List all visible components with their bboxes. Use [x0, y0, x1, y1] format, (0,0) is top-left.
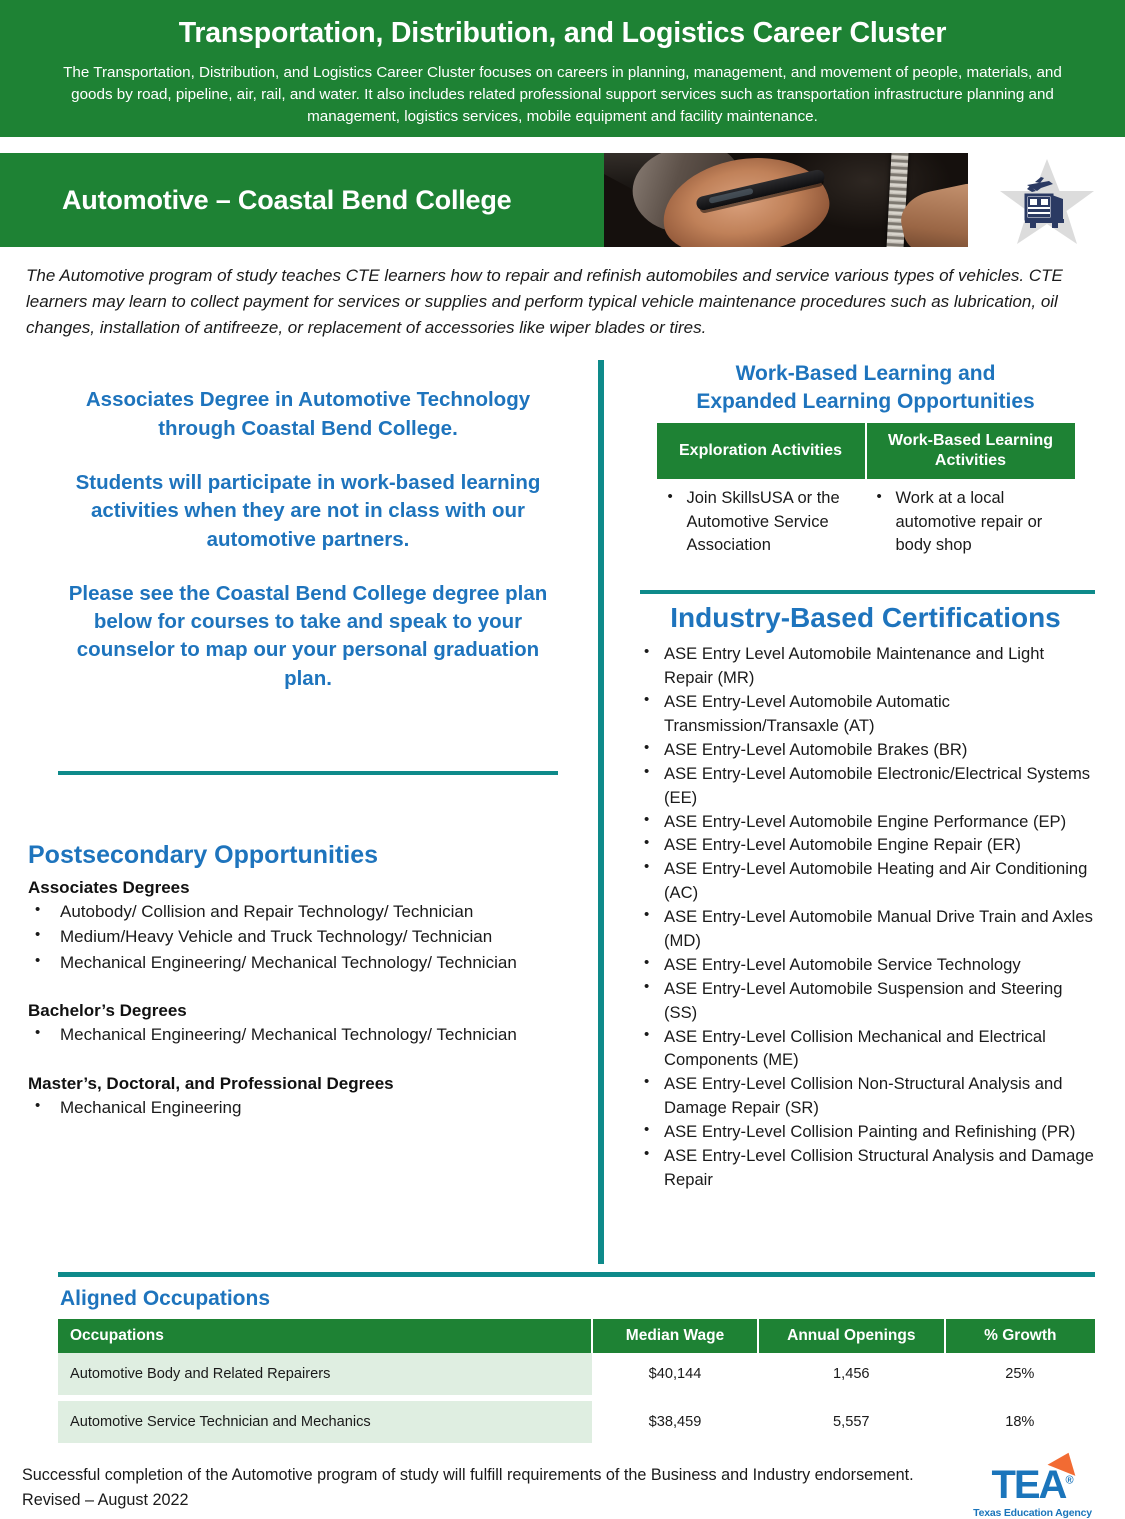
bachelors-degrees-list — [28, 1023, 588, 1047]
wbl-heading-line1: Work-Based Learning and — [735, 362, 996, 386]
cell-occupation: Automotive Service Technician and Mechanics — [58, 1398, 592, 1446]
tea-logo-mark — [991, 1463, 1074, 1508]
table-row — [58, 1353, 1095, 1398]
cell-median-wage: $40,144 — [592, 1353, 758, 1398]
graduate-degrees-list — [28, 1096, 588, 1120]
associates-degrees-list — [28, 900, 588, 975]
list-item: • ASE Entry-Level Automobile Manual Drive Train and Axles (MD) — [634, 905, 1097, 953]
cell-median-wage: $38,459 — [592, 1398, 758, 1446]
list-item: • Mechanical Engineering/ Mechanical Technology/ Technician — [28, 1023, 588, 1047]
tea-logo-letters: TEA — [991, 1463, 1066, 1508]
list-item: • Mechanical Engineering/ Mechanical Technology/ Technician — [28, 951, 588, 975]
work-based-activities-list — [868, 487, 1073, 557]
col-header-growth: % Growth — [945, 1319, 1095, 1353]
registered-icon: ® — [1065, 1475, 1074, 1488]
list-item: • ASE Entry-Level Collision Structural Analysis and Damage Repair — [634, 1144, 1097, 1192]
cluster-banner — [0, 0, 1125, 137]
list-item: • Medium/Heavy Vehicle and Truck Technology/ Technician — [28, 925, 588, 949]
aligned-occupations-section — [0, 1272, 1125, 1449]
list-item: • ASE Entry Level Automobile Maintenance and Light Repair (MR) — [634, 642, 1097, 690]
cell-growth: 25% — [945, 1353, 1095, 1398]
aligned-divider — [58, 1272, 1095, 1277]
cell-annual-openings: 5,557 — [758, 1398, 945, 1446]
highlight-work-based: Students will participate in work-based learning activities when they are not in class with our automotive partners. — [75, 471, 541, 551]
occupations-header-row — [58, 1319, 1095, 1353]
list-item: • ASE Entry-Level Automobile Automatic Transmission/Transaxle (AT) — [634, 690, 1097, 738]
list-item: • ASE Entry-Level Collision Non-Structural Analysis and Damage Repair (SR) — [634, 1072, 1097, 1120]
cluster-description: The Transportation, Distribution, and Logistics Career Cluster focuses on careers in planning, management, and movement of people, materials, and goods by road, pipeline, air, rail, and water. It also includes related professional support services such as transportation infrastructure planning and management, logistics services, mobile equipment and facility maintenance. — [63, 63, 1062, 125]
highlight-degree: Associates Degree in Automotive Technology through Coastal Bend College. — [85, 388, 531, 440]
col-header-median-wage: Median Wage — [592, 1319, 758, 1353]
list-item: • ASE Entry-Level Collision Mechanical and Electrical Components (ME) — [634, 1025, 1097, 1073]
wbl-col2-cell — [866, 479, 1075, 568]
occupations-table — [58, 1319, 1095, 1449]
wbl-col1-cell — [657, 479, 866, 568]
list-item: • ASE Entry-Level Automobile Brakes (BR) — [634, 738, 1097, 762]
wbl-col2-header: Work-Based Learning Activities — [866, 423, 1075, 479]
list-item: • ASE Entry-Level Collision Painting and Refinishing (PR) — [634, 1120, 1097, 1144]
wbl-col1-header: Exploration Activities — [657, 423, 866, 479]
table-row — [58, 1398, 1095, 1446]
wbl-heading-line2: Expanded Learning Opportunities — [696, 389, 1035, 413]
left-column — [28, 352, 598, 1264]
program-description: The Automotive program of study teaches CTE learners how to repair and refinish automobiles and service various types of vehicles. CTE learners may learn to collect payment for services or supplies and perform typical vehicle maintenance procedures such as lubrication, oil changes, installation of antifreeze, or replacement of accessories like wiper blades or tires. — [26, 266, 1063, 337]
tea-logo-subtitle: Texas Education Agency — [973, 1507, 1092, 1519]
cluster-icon-area — [968, 153, 1125, 247]
col-header-occupations: Occupations — [58, 1319, 592, 1353]
automotive-technician-photo — [604, 153, 968, 247]
graduate-degrees-label: Master’s, Doctoral, and Professional Degrees — [28, 1073, 394, 1093]
list-item: • ASE Entry-Level Automobile Engine Performance (EP) — [634, 810, 1097, 834]
wbl-body-row — [657, 479, 1075, 568]
list-item: • ASE Entry-Level Automobile Engine Repair (ER) — [634, 833, 1097, 857]
exploration-activities-list — [659, 487, 864, 557]
certifications-list — [634, 642, 1097, 1191]
program-banner-row — [0, 153, 1125, 247]
aligned-occupations-heading: Aligned Occupations — [60, 1287, 271, 1311]
cell-occupation: Automotive Body and Related Repairers — [58, 1353, 592, 1398]
program-title: Automotive – Coastal Bend College — [62, 184, 512, 215]
footer — [0, 1449, 1125, 1519]
wbl-header-row — [657, 423, 1075, 479]
truck-airplane-star-icon — [991, 155, 1103, 247]
certifications-heading: Industry-Based Certifications — [670, 602, 1061, 634]
list-item: • Mechanical Engineering — [28, 1096, 588, 1120]
list-item: • ASE Entry-Level Automobile Suspension and Steering (SS) — [634, 977, 1097, 1025]
program-title-block — [0, 153, 604, 247]
list-item: • ASE Entry-Level Automobile Heating and Air Conditioning (AC) — [634, 857, 1097, 905]
highlight-degree-plan: Please see the Coastal Bend College degree plan below for courses to take and speak to your counselor to map our your personal graduation plan. — [68, 581, 548, 690]
left-divider — [58, 771, 558, 775]
list-item: • Join SkillsUSA or the Automotive Service Association — [659, 487, 864, 557]
cell-annual-openings: 1,456 — [758, 1353, 945, 1398]
list-item: • ASE Entry-Level Automobile Service Technology — [634, 953, 1097, 977]
banner-gap — [0, 137, 1125, 153]
list-item: • Autobody/ Collision and Repair Technology/ Technician — [28, 900, 588, 924]
wbl-heading — [634, 360, 1097, 415]
main-content — [0, 352, 1125, 1264]
list-item: • Work at a local automotive repair or body shop — [868, 487, 1073, 557]
tea-logo — [970, 1463, 1095, 1519]
bachelors-degrees-label: Bachelor’s Degrees — [28, 1001, 187, 1021]
footer-text: Successful completion of the Automotive program of study will fulfill requirements of the Business and Industry endorsement. Revised – August 2022 — [22, 1466, 914, 1509]
associates-degrees-label: Associates Degrees — [28, 878, 190, 898]
postsecondary-heading: Postsecondary Opportunities — [28, 841, 379, 870]
cluster-title: Transportation, Distribution, and Logistics Career Cluster — [178, 17, 947, 49]
wbl-table — [657, 423, 1075, 568]
col-header-annual-openings: Annual Openings — [758, 1319, 945, 1353]
cell-growth: 18% — [945, 1398, 1095, 1446]
right-column — [604, 352, 1097, 1264]
list-item: • ASE Entry-Level Automobile Electronic/Electrical Systems (EE) — [634, 762, 1097, 810]
right-divider — [640, 590, 1095, 594]
